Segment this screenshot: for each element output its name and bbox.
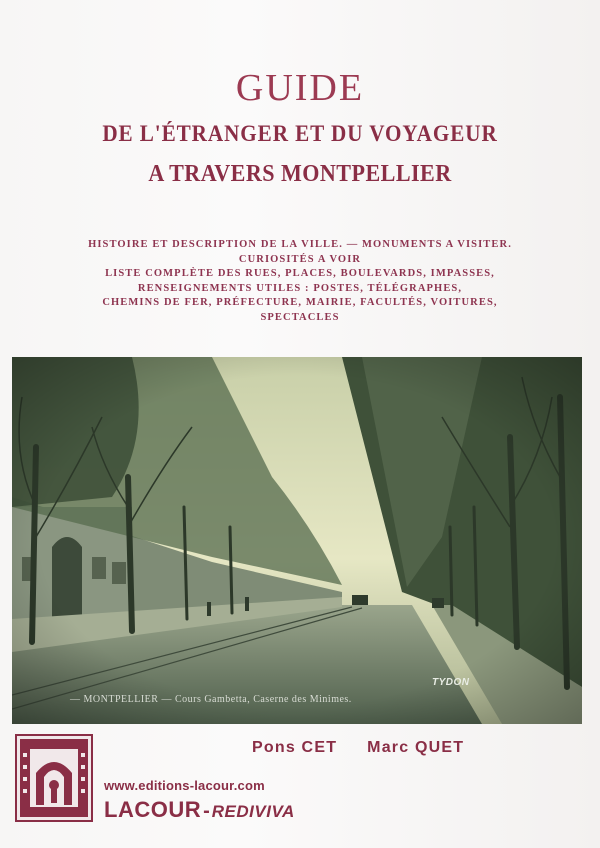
- description-line: SPECTACLES: [260, 311, 340, 323]
- author-name: Pons CET: [252, 739, 338, 756]
- street-scene-illustration: [12, 357, 582, 724]
- cover-title: GUIDE: [235, 67, 365, 109]
- vintage-postcard-photo: [12, 357, 582, 724]
- cover-description: [60, 238, 540, 325]
- publisher-main: LACOUR: [104, 797, 202, 822]
- publisher-name: [104, 797, 295, 823]
- cover-subtitle-line1: DE L'ÉTRANGER ET DU VOYAGEUR: [102, 121, 498, 146]
- publisher-separator: -: [203, 800, 210, 822]
- description-line: HISTOIRE ET DESCRIPTION DE LA VILLE. — MONUMENTS A VISITER.: [88, 239, 512, 250]
- photo-caption: — MONTPELLIER — Cours Gambetta, Caserne des Minimes.: [70, 694, 352, 705]
- publisher-seal-icon: [14, 733, 94, 823]
- description-line: LISTE COMPLÈTE DES RUES, PLACES, BOULEVARDS, IMPASSES,: [105, 268, 495, 279]
- description-line: CHEMINS DE FER, PRÉFECTURE, MAIRIE, FACULTÉS, VOITURES,: [102, 297, 498, 308]
- publisher-website: www.editions-lacour.com: [104, 778, 265, 793]
- publisher-logo: [14, 733, 94, 823]
- author-name: Marc QUET: [367, 739, 465, 756]
- photo-signature: TYDON: [432, 677, 470, 688]
- authors: [252, 739, 464, 757]
- cover-subtitle-line2: A TRAVERS MONTPELLIER: [148, 161, 452, 187]
- publisher-imprint: REDIVIVA: [211, 802, 295, 821]
- description-line: CURIOSITÉS A VOIR: [238, 253, 362, 265]
- description-line: RENSEIGNEMENTS UTILES : POSTES, TÉLÉGRAPHES,: [137, 282, 463, 294]
